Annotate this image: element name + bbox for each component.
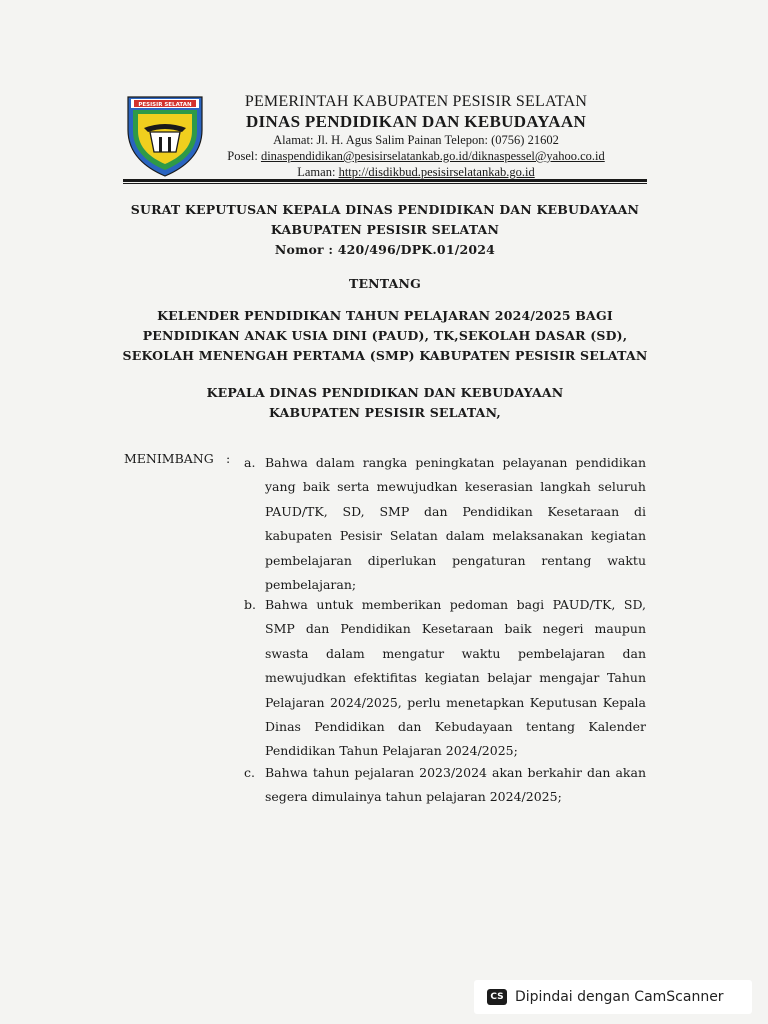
letterhead-rule-thick [123,179,647,182]
email-label: Posel: [227,149,261,163]
official-title-line2: KABUPATEN PESISIR SELATAN, [269,405,501,420]
government-name: PEMERINTAH KABUPATEN PESISIR SELATAN [244,93,588,110]
considering-colon: : [226,451,231,466]
camscanner-text: Dipindai dengan CamScanner [515,989,724,1005]
decree-subject-line2: PENDIDIKAN ANAK USIA DINI (PAUD), TK,SEKOLAH DASAR (SD), [142,328,628,343]
camscanner-watermark [474,980,752,1014]
regency-logo [124,92,206,178]
official-title [90,383,680,423]
official-title-line1: KEPALA DINAS PENDIDIKAN DAN KEBUDAYAAN [206,385,564,400]
letterhead [206,92,626,180]
agency-website-line [206,164,626,180]
decree-subject-line3: SEKOLAH MENENGAH PERTAMA (SMP) KABUPATEN PESISIR SELATAN [122,348,648,363]
item-marker: a. [244,455,256,470]
decree-number: Nomor : 420/496/DPK.01/2024 [274,242,496,257]
consideration-item-b [244,593,646,764]
decree-subject-line1: KELENDER PENDIDIKAN TAHUN PELAJARAN 2024/2025 BAGI [157,308,613,323]
agency-email-line [206,148,626,164]
logo-banner-text: PESISIR SELATAN [138,102,192,108]
camscanner-icon-text: CS [490,992,504,1002]
item-text: Bahwa tahun pejalaran 2023/2024 akan berkahir dan akan segera dimulainya tahun pelajaran 2024/2025; [265,765,646,805]
decree-heading-line2: KABUPATEN PESISIR SELATAN [270,222,500,237]
consideration-item-c [244,761,646,810]
website-label: Laman: [297,165,339,179]
agency-address: Alamat: Jl. H. Agus Salim Painan Telepon: (0756) 21602 [273,133,559,147]
camscanner-icon [487,989,507,1005]
decree-subject [90,306,680,366]
agency-name: DINAS PENDIDIKAN DAN KEBUDAYAAN [245,112,587,131]
about-heading: TENTANG [348,276,422,291]
item-text: Bahwa untuk memberikan pedoman bagi PAUD/TK, SD, SMP dan Pendidikan Kesetaraan baik negeri maupun swasta dalam mengatur waktu pembelajaran dan mewujudkan efektifitas kegiatan belajar mengajar Tahun Pelajaran 2024/2025, perlu menetapkan Keputusan Kepala Dinas Pendidikan dan Kebudayaan tentang Kalender Pendidikan Tahun Pelajaran 2024/2025; [265,597,646,759]
item-marker: b. [244,597,256,612]
decree-heading [90,200,680,260]
item-marker: c. [244,765,255,780]
email-address[interactable]: dinaspendidikan@pesisirselatankab.go.id/diknaspessel@yahoo.co.id [260,149,605,163]
decree-heading-line1: SURAT KEPUTUSAN KEPALA DINAS PENDIDIKAN DAN KEBUDAYAAN [130,202,640,217]
considering-label: MENIMBANG [124,451,214,466]
letterhead-rule-thin [123,183,647,184]
website-link[interactable]: http://disdikbud.pesisirselatankab.go.id [338,165,535,179]
consideration-item-a [244,451,646,597]
item-text: Bahwa dalam rangka peningkatan pelayanan pendidikan yang baik serta mewujudkan keserasian langkah seluruh PAUD/TK, SD, SMP dan Pendidikan Kesetaraan di kabupaten Pesisir Selatan dalam melaksanakan kegiatan pembelajaran diperlukan pengaturan rentang waktu pembelajaran; [265,455,646,593]
